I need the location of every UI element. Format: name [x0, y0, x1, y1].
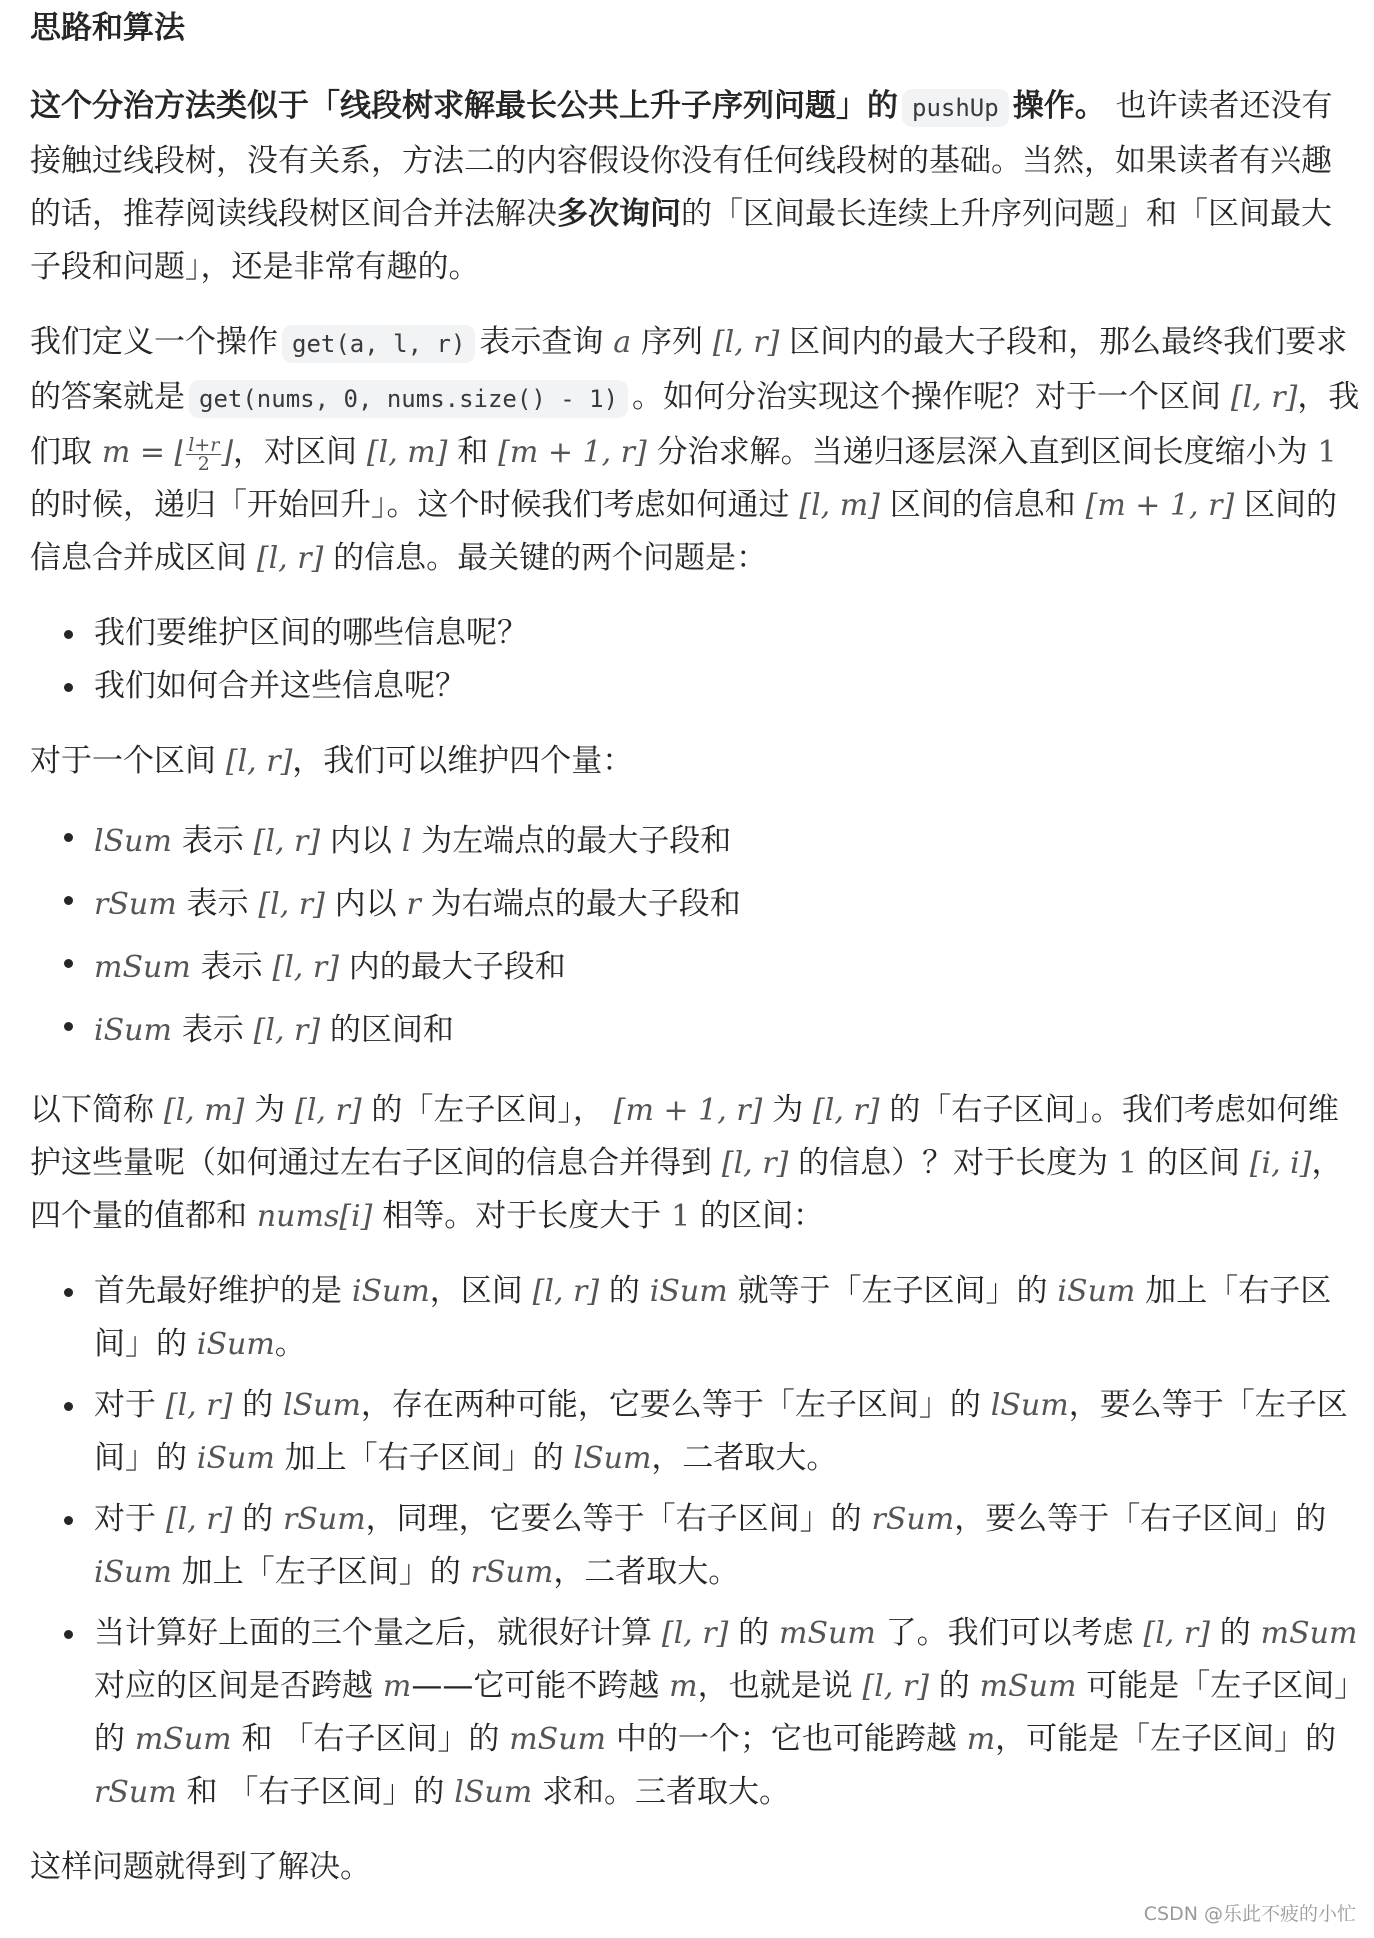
- text: 的: [1219, 1615, 1251, 1651]
- math-range: [l, m]: [366, 435, 448, 470]
- math-isum: iSum: [94, 1013, 172, 1048]
- math-range: [l, r]: [295, 1093, 362, 1128]
- text: ，四个量的值都和: [30, 1145, 1343, 1234]
- text: 和: [457, 434, 489, 470]
- text: 的: [738, 1615, 770, 1651]
- math-isum: iSum: [1057, 1274, 1136, 1309]
- math-msum: mSum: [779, 1616, 876, 1651]
- math-lsum: lSum: [990, 1388, 1069, 1423]
- text: 为右端点的最大子段和: [430, 886, 741, 922]
- csdn-watermark: CSDN @乐此不疲的小忙: [1143, 1903, 1356, 1925]
- math-isum: iSum: [94, 1555, 172, 1590]
- math-var: l: [401, 824, 412, 859]
- text: ，存在两种可能，它要么等于「左子区间」的: [360, 1387, 981, 1423]
- text: 的区间和: [329, 1012, 454, 1048]
- get-code: get(a, l, r): [282, 325, 475, 363]
- math-range: [l, m]: [799, 488, 880, 523]
- text: 对于一个区间: [30, 743, 216, 779]
- text: ，我们可以维护四个量：: [292, 743, 634, 779]
- text: ，二者取大。: [553, 1554, 740, 1590]
- text: 的: [608, 1273, 640, 1309]
- text: ，要么等于「左子区间」的: [94, 1387, 1348, 1476]
- list-item: 我们要维护区间的哪些信息呢？: [94, 607, 1360, 660]
- text: 当计算好上面的三个量之后，就很好计算: [94, 1615, 652, 1651]
- math-lsum: lSum: [573, 1441, 652, 1476]
- text: 的区间: [1146, 1145, 1240, 1181]
- math-range: [l, r]: [258, 887, 325, 922]
- math-lsum: lSum: [94, 824, 172, 859]
- math-range: [l, r]: [661, 1616, 729, 1651]
- intro-paragraph: [30, 80, 1360, 294]
- math-rsum: rSum: [871, 1502, 955, 1537]
- text: 了。我们可以考虑: [885, 1615, 1134, 1651]
- math-m: m: [669, 1669, 698, 1704]
- text: 为左端点的最大子段和: [421, 823, 732, 859]
- text: 的: [242, 1501, 274, 1537]
- list-item: [94, 1379, 1360, 1485]
- text: 区间内的最大子段和，那么最终我们要求的答案就是: [30, 324, 1348, 415]
- text: 的信息。最关键的两个问题是：: [333, 540, 768, 576]
- math-lsum: lSum: [283, 1388, 361, 1423]
- text: 可能是「左子区间」的: [94, 1668, 1350, 1757]
- fraction-denominator: 2: [197, 452, 210, 475]
- text: 的时候，递归「开始回升」。这个时候我们考虑如何通过: [30, 487, 790, 523]
- text: 内的最大子段和: [348, 949, 566, 985]
- math-msum: mSum: [979, 1669, 1077, 1704]
- text: 和 「右子区间」的: [241, 1721, 500, 1757]
- math-rsum: rSum: [283, 1502, 366, 1537]
- math-msum: mSum: [1260, 1616, 1358, 1651]
- text: ，要么等于「右子区间」的: [954, 1501, 1327, 1537]
- definition-list: [30, 810, 1360, 1062]
- intro-text-a: 也许读者还没有接触过线段树，没有关系，方法二的内容假设你没有任何线段树的基础。当然，如果读者有兴趣的话，推荐阅读线段树区间合并法解决: [30, 88, 1333, 232]
- math-lsum: lSum: [454, 1775, 533, 1810]
- list-item: [94, 810, 1360, 873]
- text: ，可能是「左子区间」的: [995, 1721, 1337, 1757]
- math-rsum: rSum: [470, 1555, 554, 1590]
- text: 。: [274, 1326, 306, 1362]
- text: ——它可能不跨越: [411, 1668, 660, 1704]
- math-range: [l, r]: [253, 824, 321, 859]
- math-range: [l, r]: [253, 1013, 321, 1048]
- text: ，我们取: [30, 379, 1360, 470]
- list-item: 我们如何合并这些信息呢？: [94, 660, 1360, 713]
- get-operation-paragraph: [30, 316, 1360, 585]
- math-isum: iSum: [196, 1441, 275, 1476]
- math-m: m: [966, 1722, 996, 1757]
- math-range: [l, r]: [165, 1388, 233, 1423]
- math-range: [l, r]: [862, 1669, 929, 1704]
- math-eq: m = ⌊: [101, 435, 187, 470]
- text: 相等。对于长度大于: [382, 1198, 662, 1234]
- math-msum: mSum: [94, 950, 191, 985]
- math-range: [l, r]: [1230, 380, 1298, 415]
- list-item: [94, 936, 1360, 999]
- math-fraction: [186, 433, 221, 475]
- text: ，也就是说: [697, 1668, 853, 1704]
- text: 表示查询: [479, 324, 604, 360]
- math-range: [m + 1, r]: [1085, 488, 1235, 523]
- text: 我们定义一个操作: [30, 324, 278, 360]
- text: ，对区间: [233, 434, 358, 470]
- text: ，区间: [429, 1273, 523, 1309]
- text: 内以: [329, 823, 392, 859]
- math-range: [m + 1, r]: [498, 435, 647, 470]
- merge-rules-list: [30, 1265, 1360, 1819]
- text: 对于: [94, 1501, 156, 1537]
- text: 区间的信息合并成区间: [30, 487, 1338, 576]
- math-range: [l, r]: [256, 541, 324, 576]
- subinterval-paragraph: [30, 1084, 1360, 1243]
- text: 表示: [200, 949, 263, 985]
- math-range: [i, i]: [1249, 1146, 1312, 1181]
- intro-bold-mid: 多次询问: [557, 196, 681, 232]
- math-msum: mSum: [509, 1722, 606, 1757]
- section-heading: 思路和算法: [30, 10, 185, 46]
- text: 的: [938, 1668, 970, 1704]
- four-quantities-paragraph: [30, 735, 1360, 788]
- intro-bold-lead: 这个分治方法类似于「线段树求解最长公共上升子序列问题」的: [30, 88, 898, 124]
- math-msum: mSum: [134, 1722, 232, 1757]
- text: 和 「右子区间」的: [186, 1774, 445, 1810]
- text: 首先最好维护的是: [94, 1273, 342, 1309]
- pushup-code: pushUp: [902, 89, 1009, 127]
- intro-text-b: 的「区间最长连续上升序列问题」和「区间最大子段和问题」，还是非常有趣的。: [30, 196, 1332, 285]
- list-item: [94, 873, 1360, 936]
- math-m: m: [382, 1669, 412, 1704]
- text: 求和。三者取大。: [542, 1774, 791, 1810]
- math-midpoint: [101, 433, 234, 475]
- math-var: r: [406, 887, 421, 922]
- text: 的「右子区间」。我们考虑如何维护这些量呢（如何通过左右子区间的信息合并得到: [30, 1092, 1339, 1181]
- text: 加上「右子区间」的: [94, 1273, 1332, 1362]
- math-isum: iSum: [649, 1274, 728, 1309]
- math-range: [l, r]: [1143, 1616, 1210, 1651]
- math-one: 1: [671, 1199, 691, 1234]
- math-one: 1: [1317, 435, 1337, 470]
- text: 区间的信息和: [889, 487, 1076, 523]
- math-range: [l, r]: [813, 1093, 880, 1128]
- math-floor-close: ⌋: [221, 435, 234, 470]
- text: 对于: [94, 1387, 156, 1423]
- math-range: [l, r]: [165, 1502, 233, 1537]
- text: 的「左子区间」，: [371, 1092, 604, 1128]
- text: 内以: [334, 886, 397, 922]
- math-rsum: rSum: [94, 887, 177, 922]
- math-range: [l, m]: [163, 1093, 245, 1128]
- text: 表示: [181, 1012, 244, 1048]
- get-nums-code: get(nums, 0, nums.size() - 1): [189, 380, 628, 418]
- text: 表示: [186, 886, 249, 922]
- text: 为: [772, 1092, 804, 1128]
- text: 以下简称: [30, 1092, 154, 1128]
- text: ，二者取大。: [651, 1440, 838, 1476]
- question-list: [30, 607, 1360, 713]
- math-a: a: [613, 325, 632, 360]
- math-range: [l, r]: [272, 950, 339, 985]
- text: 的区间：: [700, 1198, 825, 1234]
- text: 中的一个；它也可能跨越: [615, 1721, 957, 1757]
- math-nums: nums[i]: [256, 1199, 373, 1234]
- text: 为: [254, 1092, 286, 1128]
- list-item: [94, 999, 1360, 1062]
- list-item: [94, 1265, 1360, 1371]
- list-item: [94, 1607, 1360, 1819]
- closing-paragraph: 这样问题就得到了解决。: [30, 1849, 371, 1885]
- text: 表示: [181, 823, 244, 859]
- fraction-numerator: l+r: [188, 433, 220, 456]
- text: 的: [242, 1387, 274, 1423]
- math-isum: iSum: [196, 1327, 275, 1362]
- math-range: [l, r]: [721, 1146, 789, 1181]
- text: ，同理，它要么等于「右子区间」的: [365, 1501, 862, 1537]
- text: 对应的区间是否跨越: [94, 1668, 373, 1704]
- math-one: 1: [1118, 1146, 1138, 1181]
- math-range: [l, r]: [712, 325, 780, 360]
- math-isum: iSum: [351, 1274, 430, 1309]
- text: 分治求解。当递归逐层深入直到区间长度缩小为: [656, 434, 1308, 470]
- text: 。如何分治实现这个操作呢？对于一个区间: [632, 379, 1222, 415]
- math-rsum: rSum: [94, 1775, 177, 1810]
- math-range: [l, r]: [532, 1274, 600, 1309]
- text: 的信息）？对于长度为: [798, 1145, 1109, 1181]
- text: 序列: [641, 324, 703, 360]
- list-item: [94, 1493, 1360, 1599]
- text: 就等于「左子区间」的: [737, 1273, 1048, 1309]
- text: 加上「左子区间」的: [181, 1554, 461, 1590]
- text: 加上「右子区间」的: [284, 1440, 564, 1476]
- math-range: [l, r]: [225, 744, 293, 779]
- math-range: [m + 1, r]: [613, 1093, 763, 1128]
- intro-bold-tail: 操作。: [1012, 88, 1106, 124]
- article-body: [30, 0, 1360, 1894]
